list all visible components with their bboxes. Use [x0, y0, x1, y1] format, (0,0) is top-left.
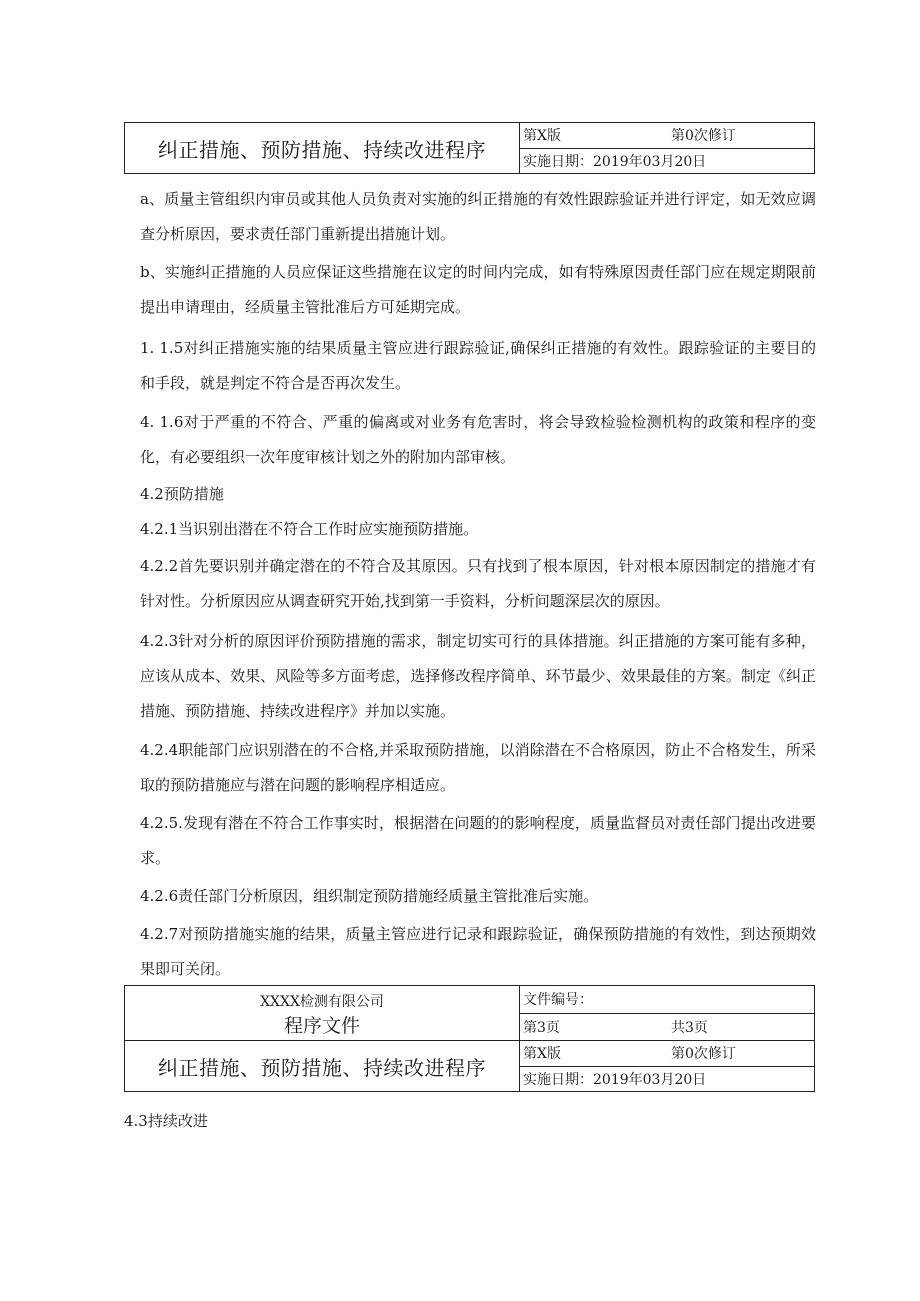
header-table-top: [124, 122, 815, 174]
revision-label: 第0次修订: [671, 128, 736, 145]
edition-label: 第X版: [523, 128, 561, 145]
paragraph-4-2-7: 4.2.7对预防措施实施的结果，质量主管应进行记录和跟踪验证，确保预防措施的有效性，到达预期效果即可关闭。: [140, 925, 816, 978]
paragraph-b: b、实施纠正措施的人员应保证这些措施在议定的时间内完成，如有特殊原因责任部门应在规定期限前提出申请理由，经质量主管批准后方可延期完成。: [140, 263, 816, 316]
file-number: 文件编号：: [520, 986, 815, 1014]
paragraph-4-1-6: 4. 1.6对于严重的不符合、严重的偏离或对业务有危害时，将会导致检验检测机构的政策和程序的变化，有必要组织一次年度审核计划之外的附加内部审核。: [140, 413, 816, 466]
edition-cell: [520, 123, 815, 149]
page-number: 第3页: [523, 1019, 560, 1036]
paragraph-4-2-4: 4.2.4职能部门应识别潜在的不合格,并采取预防措施，以消除潜在不合格原因，防止不合格发生，所采取的预防措施应与潜在问题的影响程序相适应。: [140, 741, 816, 794]
paragraph-4-2-3: 4.2.3针对分析的原因评价预防措施的需求，制定切实可行的具体措施。纠正措施的方案可能有多种，应该从成本、效果、风险等多方面考虑，选择修改程序简单、环节最少、效果最佳的方案。制定《纠正措施、预防措施、持续改进程序》并加以实施。: [140, 632, 816, 720]
paragraph-1-1-5: 1. 1.5对纠正措施实施的结果质量主管应进行跟踪验证,确保纠正措施的有效性。跟踪验证的主要目的和手段，就是判定不符合是否再次发生。: [140, 339, 816, 392]
paragraph-4-2-2: 4.2.2首先要识别并确定潜在的不符合及其原因。只有找到了根本原因，针对根本原因制定的措施才有针对性。分析原因应从调查研究开始,找到第一手资料，分析问题深层次的原因。: [140, 557, 816, 610]
section-heading-4-3: 4.3持续改进: [124, 1112, 208, 1130]
company-cell: [125, 986, 520, 1041]
page-cell: [520, 1013, 815, 1041]
page-total: 共3页: [671, 1019, 708, 1036]
edition-label-bottom: 第X版: [523, 1046, 561, 1063]
paragraph-4-2-1: 4.2.1当识别出潜在不符合工作时应实施预防措施。: [140, 520, 479, 538]
effective-date: 实施日期：2019年03月20日: [520, 148, 815, 174]
doc-title: 纠正措施、预防措施、持续改进程序: [125, 123, 520, 174]
doc-type: 程序文件: [283, 1015, 360, 1037]
section-heading-4-2: 4.2预防措施: [140, 485, 224, 503]
edition-cell-bottom: [520, 1041, 815, 1067]
doc-title-bottom: 纠正措施、预防措施、持续改进程序: [125, 1041, 520, 1092]
paragraph-a: a、质量主管组织内审员或其他人员负责对实施的纠正措施的有效性跟踪验证并进行评定，如无效应调查分析原因，要求责任部门重新提出措施计划。: [140, 190, 816, 243]
header-table-bottom: [124, 985, 815, 1092]
revision-label-bottom: 第0次修订: [671, 1046, 736, 1063]
effective-date-bottom: 实施日期：2019年03月20日: [520, 1066, 815, 1092]
company-name: XXXX检测有限公司: [260, 994, 384, 1010]
paragraph-4-2-5: 4.2.5.发现有潜在不符合工作事实时，根据潜在问题的的影响程度，质量监督员对责任部门提出改进要求。: [140, 814, 816, 867]
paragraph-4-2-6: 4.2.6责任部门分析原因，组织制定预防措施经质量主管批准后实施。: [140, 887, 599, 905]
